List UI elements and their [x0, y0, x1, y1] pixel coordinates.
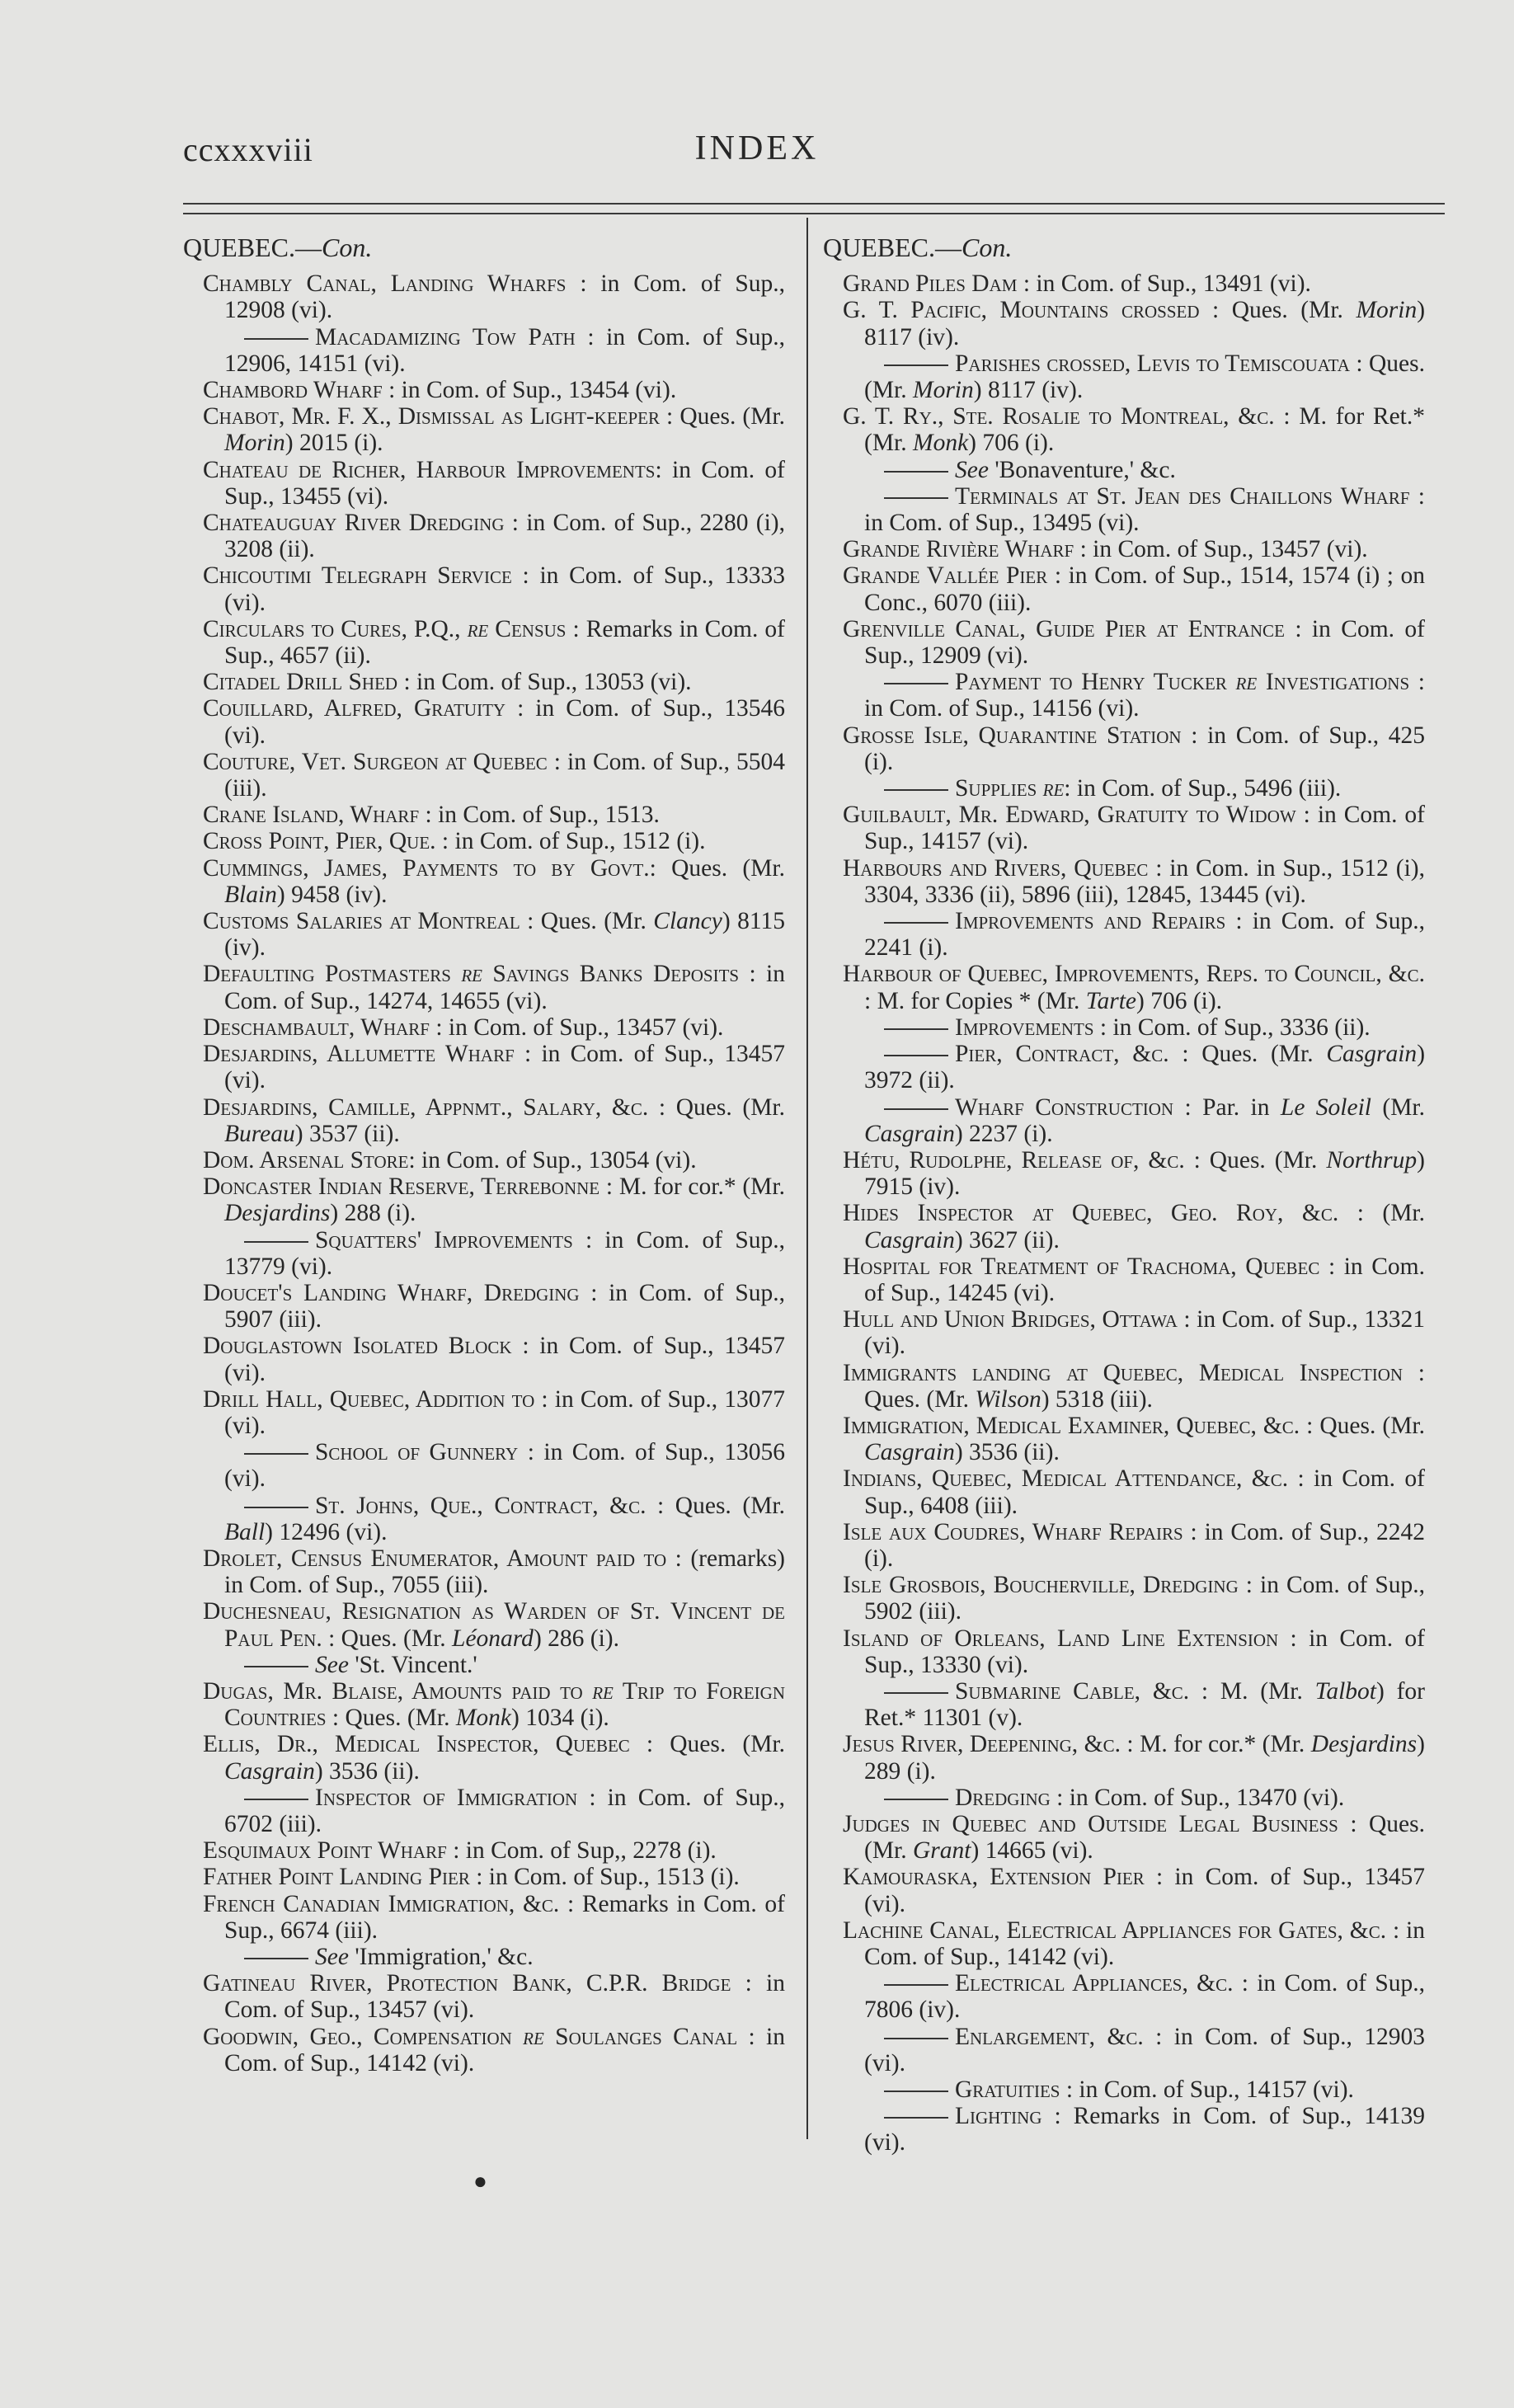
column-heading: QUEBEC.—Con.	[183, 233, 373, 262]
header-rule	[183, 213, 1445, 214]
index-entry: Drolet, Census Enumerator, Amount paid to : (remarks) in Com. of Sup., 7055 (iii).	[203, 1545, 785, 1599]
ditto-dash	[884, 364, 948, 366]
index-entry: Desjardins, Camille, Appnmt., Salary, &c. : Ques. (Mr. Bureau) 3537 (ii).	[203, 1093, 786, 1147]
index-entry: Chabot, Mr. F. X., Dismissal as Light-keeper : Ques. (Mr. Morin) 2015 (i).	[203, 403, 786, 457]
index-entry: Douglastown Isolated Block : in Com. of Sup., 13457 (vi).	[203, 1333, 785, 1386]
index-subentry: Gratuities : in Com. of Sup., 14157 (vi).	[823, 2076, 1425, 2103]
index-entry: Chateau de Richer, Harbour Improvements: in Com. of Sup., 13455 (vi).	[203, 456, 785, 510]
ditto-dash	[884, 922, 948, 924]
ditto-dash	[244, 1241, 308, 1243]
index-entry: Hides Inspector at Quebec, Geo. Roy, &c. : (Mr. Casgrain) 3627 (ii).	[843, 1200, 1425, 1253]
ditto-dash	[884, 1055, 948, 1056]
index-entry: Grand Piles Dam : in Com. of Sup., 13491 (vi).	[843, 270, 1311, 298]
left-column	[183, 234, 785, 2076]
index-entry: Defaulting Postmasters re Savings Banks Deposits : in Com. of Sup., 14274, 14655 (vi).	[203, 961, 785, 1014]
ditto-dash	[884, 1028, 948, 1030]
ditto-dash	[884, 683, 948, 684]
index-entry: Grenville Canal, Guide Pier at Entrance : in Com. of Sup., 12909 (vi).	[843, 615, 1425, 670]
index-entry: Harbour of Quebec, Improvements, Reps. to Council, &c. : M. for Copies * (Mr. Tarte) 706 (i).	[843, 961, 1425, 1014]
index-entry: Kamouraska, Extension Pier : in Com. of Sup., 13457 (vi).	[843, 1864, 1426, 1917]
index-entry: Chambord Wharf : in Com. of Sup., 13454 (vi).	[203, 377, 677, 404]
index-subentry: Lighting : Remarks in Com. of Sup., 14139 (vi).	[864, 2103, 1425, 2156]
index-entry: Couture, Vet. Surgeon at Quebec : in Com. of Sup., 5504 (iii).	[203, 748, 785, 802]
index-subentry: Improvements and Repairs : in Com. of Sup., 2241 (i).	[864, 908, 1425, 962]
ditto-dash	[244, 338, 308, 340]
index-entry: G. T. Ry., Ste. Rosalie to Montreal, &c. : M. for Ret.* (Mr. Monk) 706 (i).	[843, 403, 1426, 457]
ditto-dash	[884, 1692, 948, 1694]
index-subentry: Inspector of Immigration : in Com. of Sup., 6702 (iii).	[224, 1784, 785, 1837]
index-entry: Doucet's Landing Wharf, Dredging : in Com. of Sup., 5907 (iii).	[203, 1279, 785, 1333]
index-subentry: Submarine Cable, &c. : M. (Mr. Talbot) for Ret.* 11301 (v).	[864, 1677, 1425, 1732]
index-subentry: Squatters' Improvements : in Com. of Sup., 13779 (vi).	[224, 1226, 785, 1280]
index-entry: Ellis, Dr., Medical Inspector, Quebec : Ques. (Mr. Casgrain) 3536 (ii).	[203, 1731, 785, 1785]
ditto-dash	[884, 497, 948, 499]
page-number: ccxxxviii	[183, 131, 313, 168]
index-entry: Grande Rivière Wharf : in Com. of Sup., 13457 (vi).	[843, 536, 1368, 563]
index-entry: Dugas, Mr. Blaise, Amounts paid to re Trip to Foreign Countries : Ques. (Mr. Monk) 1034 (i).	[203, 1677, 785, 1732]
index-entry: Couillard, Alfred, Gratuity : in Com. of Sup., 13546 (vi).	[203, 695, 785, 749]
index-entry: Judges in Quebec and Outside Legal Business : Ques. (Mr. Grant) 14665 (vi).	[843, 1810, 1425, 1865]
index-subentry: Dredging : in Com. of Sup., 13470 (vi).	[823, 1785, 1425, 1811]
right-column	[823, 234, 1425, 2156]
index-subentry: St. Johns, Que., Contract, &c. : Ques. (Mr. Ball) 12496 (vi).	[224, 1492, 785, 1545]
index-subentry: Supplies re: in Com. of Sup., 5496 (iii).	[823, 775, 1425, 802]
index-entry: Deschambault, Wharf : in Com. of Sup., 13457 (vi).	[203, 1014, 724, 1041]
ditto-dash	[884, 2091, 948, 2092]
index-entry: G. T. Pacific, Mountains crossed : Ques. (Mr. Morin) 8117 (iv).	[843, 297, 1426, 350]
index-entry: Citadel Drill Shed : in Com. of Sup., 13053 (vi).	[203, 669, 692, 696]
index-subentry: Enlargement, &c. : in Com. of Sup., 12903 (vi).	[864, 2023, 1426, 2076]
index-entry: Chicoutimi Telegraph Service : in Com. of Sup., 13333 (vi).	[203, 562, 785, 616]
index-entry: Doncaster Indian Reserve, Terrebonne : M. for cor.* (Mr. Desjardins) 288 (i).	[203, 1173, 785, 1227]
index-entry: Gatineau River, Protection Bank, C.P.R. Bridge : in Com. of Sup., 13457 (vi).	[203, 1970, 785, 2024]
ditto-dash	[244, 1958, 308, 1959]
ditto-dash	[244, 1453, 308, 1455]
index-entry: Grande Vallée Pier : in Com. of Sup., 1514, 1574 (i) ; on Conc., 6070 (iii).	[843, 562, 1425, 616]
index-entry: Desjardins, Allumette Wharf : in Com. of Sup., 13457 (vi).	[203, 1041, 786, 1094]
ditto-dash	[884, 471, 948, 473]
ditto-dash	[884, 1108, 948, 1110]
index-subentry: Pier, Contract, &c. : Ques. (Mr. Casgrain) 3972 (ii).	[864, 1041, 1426, 1094]
index-subentry: Wharf Construction : Par. in Le Soleil (Mr. Casgrain) 2237 (i).	[864, 1093, 1426, 1147]
index-entry: Goodwin, Geo., Compensation re Soulanges Canal : in Com. of Sup., 14142 (vi).	[203, 2023, 785, 2076]
index-subentry: Electrical Appliances, &c. : in Com. of Sup., 7806 (iv).	[864, 1970, 1425, 2024]
index-entry: Island of Orleans, Land Line Extension : in Com. of Sup., 13330 (vi).	[843, 1625, 1426, 1678]
index-entry: Grosse Isle, Quarantine Station : in Com. of Sup., 425 (i).	[843, 722, 1425, 775]
index-subentry: Parishes crossed, Levis to Temiscouata : Ques. (Mr. Morin) 8117 (iv).	[864, 350, 1425, 404]
index-entry: Harbours and Rivers, Quebec : in Com. in Sup., 1512 (i), 3304, 3336 (ii), 5896 (iii), 12845, 13445 (vi).	[843, 854, 1425, 908]
column-divider	[806, 218, 808, 2139]
page-title: INDEX	[694, 129, 820, 167]
index-subentry: Payment to Henry Tucker re Investigations : in Com. of Sup., 14156 (vi).	[864, 669, 1426, 722]
index-subentry: See 'Immigration,' &c.	[183, 1944, 785, 1970]
index-entry: Crane Island, Wharf : in Com. of Sup., 1513.	[203, 802, 660, 829]
index-entry: Isle Grosbois, Boucherville, Dredging : in Com. of Sup., 5902 (iii).	[843, 1572, 1425, 1625]
ditto-dash	[884, 2117, 948, 2119]
index-entry: Indians, Quebec, Medical Attendance, &c. : in Com. of Sup., 6408 (iii).	[843, 1465, 1425, 1519]
index-subentry: See 'St. Vincent.'	[183, 1652, 785, 1678]
index-entry: Isle aux Coudres, Wharf Repairs : in Com. of Sup., 2242 (i).	[843, 1518, 1425, 1572]
index-entry: French Canadian Immigration, &c. : Remarks in Com. of Sup., 6674 (iii).	[203, 1890, 785, 1944]
ditto-dash	[244, 1666, 308, 1667]
index-entry: Father Point Landing Pier : in Com. of Sup., 1513 (i).	[203, 1864, 740, 1891]
ditto-dash	[884, 789, 948, 791]
column-heading: QUEBEC.—Con.	[823, 233, 1013, 262]
index-entry: Duchesneau, Resignation as Warden of St. Vincent de Paul Pen. : Ques. (Mr. Léonard) 286 (i).	[203, 1598, 785, 1652]
index-entry: Chambly Canal, Landing Wharfs : in Com. of Sup., 12908 (vi).	[203, 270, 785, 324]
index-entry: Customs Salaries at Montreal : Ques. (Mr. Clancy) 8115 (iv).	[203, 908, 786, 962]
header-rule	[183, 203, 1445, 205]
index-subentry: Improvements : in Com. of Sup., 3336 (ii).	[823, 1014, 1425, 1041]
index-entry: Hospital for Treatment of Trachoma, Quebec : in Com. of Sup., 14245 (vi).	[843, 1253, 1425, 1306]
index-entry: Cummings, James, Payments to by Govt.: Ques. (Mr. Blain) 9458 (iv).	[203, 854, 785, 908]
index-entry: Immigrants landing at Quebec, Medical Inspection : Ques. (Mr. Wilson) 5318 (iii).	[843, 1359, 1425, 1413]
index-subentry: See 'Bonaventure,' &c.	[823, 457, 1425, 483]
index-entry: Lachine Canal, Electrical Appliances for Gates, &c. : in Com. of Sup., 14142 (vi).	[843, 1917, 1425, 1970]
index-entry: Circulars to Cures, P.Q., re Census : Remarks in Com. of Sup., 4657 (ii).	[203, 615, 785, 670]
index-entry: Jesus River, Deepening, &c. : M. for cor.* (Mr. Desjardins) 289 (i).	[843, 1731, 1425, 1785]
ditto-dash	[244, 1507, 308, 1508]
index-entry: Hull and Union Bridges, Ottawa : in Com. of Sup., 13321 (vi).	[843, 1306, 1425, 1360]
index-entry: Chateauguay River Dredging : in Com. of Sup., 2280 (i), 3208 (ii).	[203, 510, 785, 563]
ink-mark: ●	[473, 2169, 487, 2194]
index-entry: Drill Hall, Quebec, Addition to : in Com. of Sup., 13077 (vi).	[203, 1385, 785, 1439]
index-subentry: Terminals at St. Jean des Chaillons Wharf : in Com. of Sup., 13495 (vi).	[864, 482, 1425, 537]
index-entry: Hétu, Rudolphe, Release of, &c. : Ques. (Mr. Northrup) 7915 (iv).	[843, 1146, 1425, 1201]
index-entry: Cross Point, Pier, Que. : in Com. of Sup., 1512 (i).	[203, 828, 706, 855]
index-entry: Immigration, Medical Examiner, Quebec, &c. : Ques. (Mr. Casgrain) 3536 (ii).	[843, 1412, 1426, 1466]
index-subentry: School of Gunnery : in Com. of Sup., 13056 (vi).	[224, 1439, 785, 1493]
index-subentry: Macadamizing Tow Path : in Com. of Sup., 12906, 14151 (vi).	[224, 323, 785, 377]
ditto-dash	[884, 1799, 948, 1800]
ditto-dash	[884, 1984, 948, 1986]
ditto-dash	[244, 1799, 308, 1800]
ditto-dash	[884, 2038, 948, 2039]
index-entry: Esquimaux Point Wharf : in Com. of Sup,, 2278 (i).	[203, 1837, 717, 1865]
index-entry: Guilbault, Mr. Edward, Gratuity to Widow : in Com. of Sup., 14157 (vi).	[843, 802, 1426, 855]
index-entry: Dom. Arsenal Store: in Com. of Sup., 13054 (vi).	[203, 1146, 697, 1173]
